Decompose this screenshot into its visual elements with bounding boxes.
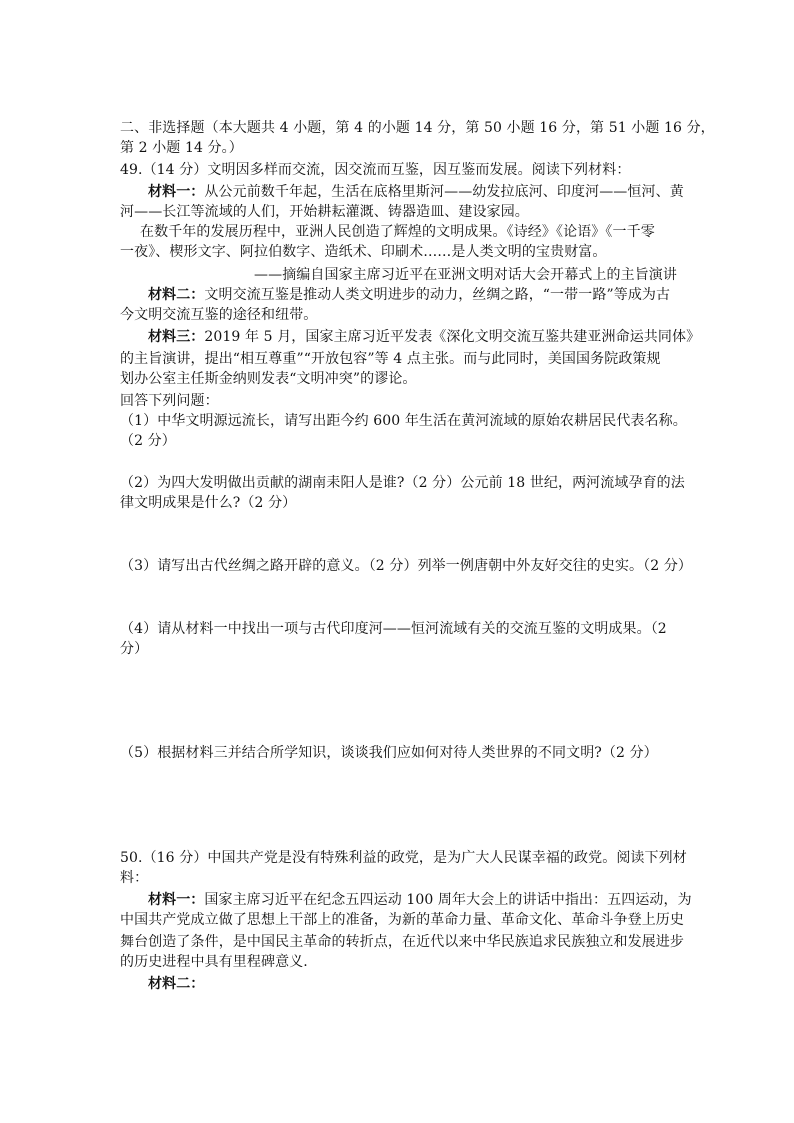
q50-header-line-1: 50.（16 分）中国共产党是没有特殊利益的政党，是为广大人民谋幸福的政党。阅读下列材: [120, 850, 687, 866]
q49-material1-line-3: 在数千年的发展历程中，亚洲人民创造了辉煌的文明成果。《诗经》《论语》《一千零: [140, 224, 655, 240]
q50-material1-line-1: [148, 890, 708, 910]
q49-material1-text-1: 从公元前数千年起，生活在底格里斯河——幼发拉底河、印度河——恒河、黄: [204, 184, 684, 200]
q50-material1-label: 材料一：: [148, 892, 205, 908]
q49-material1-source: ——摘编自国家主席习近平在亚洲文明对话大会开幕式上的主旨演讲: [254, 267, 677, 283]
q49-answer-prompt: 回答下列问题：: [120, 393, 219, 409]
q49-material2-label: 材料二：: [148, 287, 205, 303]
q49-material1-label: 材料一：: [148, 184, 205, 200]
q49-material2-line-1: [148, 285, 708, 305]
q49-question-2-line-2: 律文明成果是什么?（2 分）: [120, 495, 297, 511]
q50-material1-text-1: 国家主席习近平在纪念五四运动 100 周年大会上的讲话中指出：五四运动，为: [204, 892, 692, 908]
q49-question-4-line-1: （4）请从材料一中找出一项与古代印度河——恒河流域有关的交流互鉴的文明成果。（2: [120, 621, 667, 637]
q49-header: 49.（14 分）文明因多样而交流，因交流而互鉴，因互鉴而发展。阅读下列材料：: [120, 162, 631, 178]
q49-question-1-line-1: （1）中华文明源远流长，请写出距今约 600 年生活在黄河流域的原始农耕居民代表名称。: [120, 413, 687, 429]
q49-question-5-line-1: （5）根据材料三并结合所学知识，谈谈我们应如何对待人类世界的不同文明?（2 分）: [120, 745, 658, 761]
q49-material3-text-1: 2019 年 5 月，国家主席习近平发表《深化文明交流互鉴共建亚洲命运共同体》: [204, 329, 701, 345]
section-header-line-1: 二、非选择题（本大题共 4 小题，第 4 的小题 14 分，第 50 小题 16 分，第 51 小题 16 分，: [120, 120, 715, 136]
q49-material3-line-2: 的主旨演讲，提出“相互尊重”“开放包容”等 4 点主张。而与此同时，美国国务院政策规: [120, 351, 661, 367]
q49-material3-label: 材料三：: [148, 329, 205, 345]
q49-material3-line-3: 划办公室主任斯金纳则发表“文明冲突”的谬论。: [120, 371, 417, 387]
q50-header-line-2: 料：: [120, 870, 149, 886]
q49-question-3-line-1: （3）请写出古代丝绸之路开辟的意义。（2 分）列举一例唐朝中外友好交往的史实。（2 分）: [120, 558, 693, 574]
q49-question-2-line-1: （2）为四大发明做出贡献的湖南耒阳人是谁?（2 分）公元前 18 世纪，两河流域孕育的法: [120, 475, 685, 491]
q49-material3-line-1: [148, 327, 708, 347]
q49-material1-line-2: 河——长江等流域的人们，开始耕耘灌溉、铸器造皿、建设家园。: [120, 204, 529, 220]
q50-material2-label: 材料二：: [148, 976, 205, 992]
q49-material2-text-1: 文明交流互鉴是推动人类文明进步的动力，丝绸之路，“一带一路”等成为古: [204, 287, 671, 303]
q50-material1-line-4: 的历史进程中具有里程碑意义.: [120, 954, 308, 970]
q50-material1-line-3: 舞台创造了条件，是中国民主革命的转折点，在近代以来中华民族追求民族独立和发展进步: [120, 934, 684, 950]
q49-material1-line-4: 一夜》、楔形文字、阿拉伯数字、造纸术、印刷术……是人类文明的宝贵财富。: [120, 244, 607, 260]
q49-question-1-line-2: （2 分）: [120, 433, 176, 449]
q50-material1-line-2: 中国共产党成立做了思想上干部上的准备，为新的革命力量、革命文化、革命斗争登上历史: [120, 912, 684, 928]
q49-question-4-line-2: 分）: [120, 641, 149, 657]
q49-material2-line-2: 今文明交流互鉴的途径和纽带。: [120, 307, 318, 323]
q49-material1-line-1: [148, 182, 708, 202]
section-header-line-2: 第 2 小题 14 分。）: [120, 140, 243, 156]
